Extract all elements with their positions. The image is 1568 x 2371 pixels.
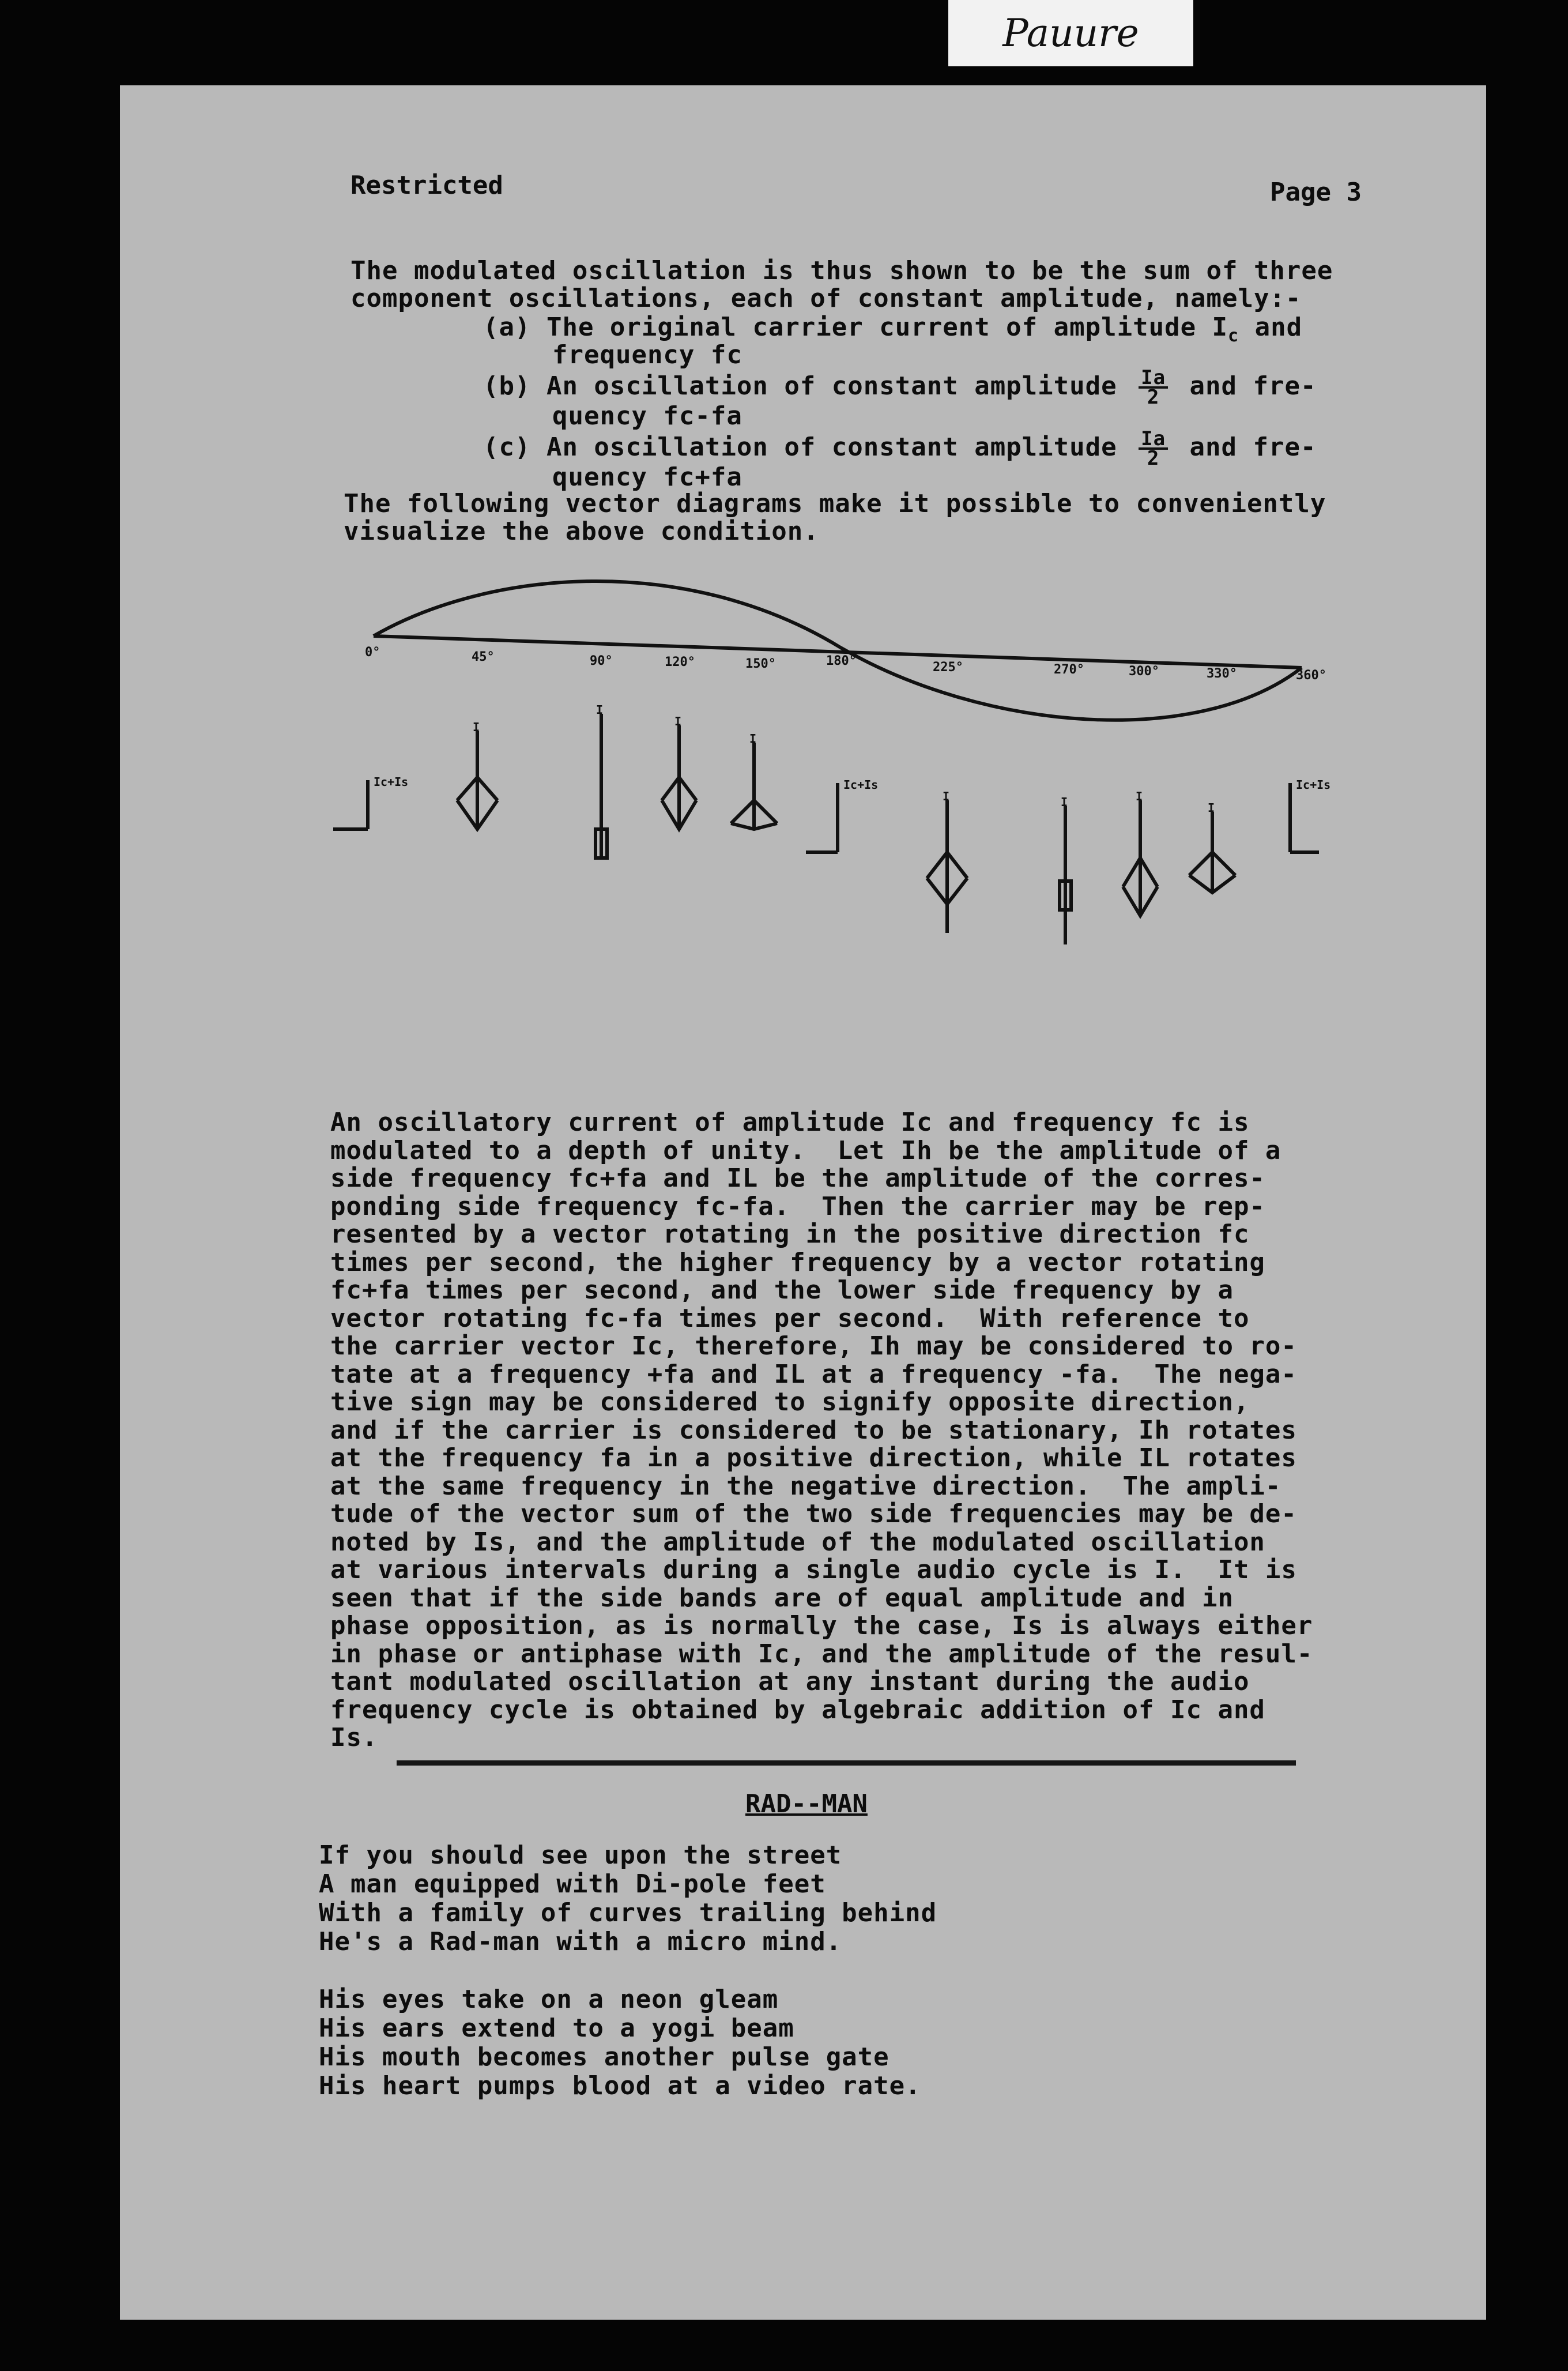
- body-line: tive sign may be considered to signify opposite direction,: [330, 1387, 1250, 1417]
- body-line: tant modulated oscillation at any instant during the audio: [330, 1667, 1250, 1696]
- tag-label: Pauure: [1002, 11, 1139, 55]
- body-line: at the frequency fa in a positive direction, while IL rotates: [330, 1443, 1297, 1473]
- phasor-sum-label: Ic+Is: [374, 775, 409, 789]
- poem-line: If you should see upon the street: [319, 1841, 842, 1870]
- intro-closing-line: The following vector diagrams make it possible to conveniently: [344, 489, 1326, 518]
- phasor-label: I: [1208, 801, 1215, 815]
- body-line: at various intervals during a single audio cycle is I. It is: [330, 1555, 1297, 1585]
- vector-diagram: [120, 558, 1486, 1089]
- body-line: times per second, the higher frequency by a vector rotating: [330, 1247, 1265, 1277]
- list-item-b: (b) An oscillation of constant amplitude $\frac{Ia}{2}$ and fre-: [483, 366, 1317, 409]
- body-line: phase opposition, as is normally the case, Is is always either: [330, 1611, 1313, 1640]
- angle-label: 300°: [1129, 664, 1159, 679]
- body-line: at the same frequency in the negative direction. The ampli-: [330, 1471, 1281, 1501]
- phasor-sum-label: Ic+Is: [1296, 778, 1331, 792]
- list-item-b-cont: quency fc-fa: [552, 401, 742, 431]
- intro-paragraph: [350, 257, 1333, 313]
- poem-line: His eyes take on a neon gleam: [319, 1985, 779, 2014]
- body-line: in phase or antiphase with Ic, and the amplitude of the resul-: [330, 1639, 1313, 1669]
- poem-line: He's a Rad-man with a micro mind.: [319, 1927, 842, 1956]
- body-line: and if the carrier is considered to be stationary, Ih rotates: [330, 1415, 1297, 1445]
- body-line: the carrier vector Ic, therefore, Ih may be considered to ro-: [330, 1331, 1297, 1361]
- phasor-90: [595, 714, 607, 858]
- poem-line: His heart pumps blood at a video rate.: [319, 2071, 921, 2101]
- phasor-360: [1290, 783, 1319, 852]
- body-line: vector rotating fc-fa times per second. With reference to: [330, 1303, 1250, 1333]
- body-line: modulated to a depth of unity. Let Ih be the amplitude of a: [330, 1135, 1281, 1165]
- angle-label: 330°: [1207, 667, 1237, 681]
- poem-title: RAD--MAN: [745, 1789, 868, 1819]
- list-item-c: (c) An oscillation of constant amplitude $\frac{Ia}{2}$ and fre-: [483, 427, 1317, 470]
- angle-label: 120°: [665, 655, 695, 669]
- angle-label: 180°: [826, 654, 857, 668]
- intro-line: component oscillations, each of constant amplitude, namely:-: [350, 284, 1302, 313]
- phasor-label: I: [674, 714, 682, 728]
- list-item-a: (a) The original carrier current of amplitude $I_c$ and: [483, 313, 1303, 346]
- phasor-120: [662, 725, 696, 829]
- angle-label: 360°: [1296, 668, 1326, 683]
- phasor-label: I: [1136, 789, 1143, 803]
- phasor-label: I: [1061, 795, 1068, 809]
- poem-line: With a family of curves trailing behind: [319, 1898, 937, 1928]
- intro-closing-line: visualize the above condition.: [344, 517, 819, 546]
- body-line: An oscillatory current of amplitude Ic and frequency fc is: [330, 1108, 1250, 1137]
- diagram-intro: [344, 490, 1326, 545]
- poem-line: His mouth becomes another pulse gate: [319, 2042, 889, 2072]
- body-line: tate at a frequency +fa and IL at a frequency -fa. The nega-: [330, 1359, 1297, 1389]
- phasor-label: I: [749, 732, 757, 746]
- page-number: Page 3: [1270, 178, 1362, 207]
- phasor-330: [1189, 812, 1235, 893]
- fraction: $\frac{Ia}{2}$: [1139, 430, 1168, 467]
- body-line: tude of the vector sum of the two side frequencies may be de-: [330, 1499, 1297, 1529]
- body-line: seen that if the side bands are of equal amplitude and in: [330, 1583, 1234, 1613]
- list-item-a-cont: frequency fc: [552, 340, 742, 370]
- angle-label: 270°: [1054, 663, 1084, 677]
- list-item-c-cont: quency fc+fa: [552, 462, 742, 492]
- body-line: ponding side frequency fc-fa. Then the carrier may be rep-: [330, 1191, 1265, 1221]
- angle-label: 0°: [365, 645, 380, 660]
- angle-label: 150°: [745, 657, 776, 671]
- phasor-0: [333, 780, 368, 829]
- fraction: $\frac{Ia}{2}$: [1139, 369, 1168, 406]
- phasor-label: I: [473, 720, 480, 734]
- section-divider: [397, 1760, 1296, 1766]
- phasor-45: [457, 731, 497, 829]
- poem-stanza: [319, 1841, 937, 1956]
- body-line: side frequency fc+fa and IL be the amplitude of the corres-: [330, 1164, 1265, 1193]
- phasor-label: I: [596, 703, 604, 717]
- body-line: noted by Is, and the amplitude of the modulated oscillation: [330, 1527, 1265, 1557]
- intro-line: The modulated oscillation is thus shown to be the sum of three: [350, 256, 1333, 285]
- angle-label: 225°: [933, 660, 963, 675]
- phasor-label: I: [943, 789, 950, 803]
- angle-label: 90°: [590, 654, 613, 668]
- body-line: frequency cycle is obtained by algebraic addition of Ic and: [330, 1695, 1265, 1725]
- poem-stanza: [319, 1985, 937, 2101]
- phasor-300: [1123, 800, 1158, 916]
- body-line: Is.: [330, 1723, 378, 1752]
- poem-line: A man equipped with Di-pole feet: [319, 1869, 826, 1899]
- poem-line: His ears extend to a yogi beam: [319, 2014, 794, 2043]
- poem: [319, 1841, 937, 2129]
- body-line: fc+fa times per second, and the lower side frequency by a: [330, 1275, 1234, 1305]
- phasor-270: [1060, 806, 1071, 944]
- phasor-sum-label: Ic+Is: [843, 778, 879, 792]
- phasor-225: [927, 800, 967, 933]
- document-page: [120, 85, 1486, 2320]
- body-line: resented by a vector rotating in the positive direction fc: [330, 1220, 1250, 1249]
- phasor-180: [806, 783, 838, 852]
- body-paragraph: [330, 1109, 1313, 1752]
- angle-label: 45°: [472, 650, 495, 664]
- handwritten-tag: [948, 0, 1193, 66]
- phasor-150: [731, 743, 777, 829]
- classification-label: Restricted: [350, 171, 503, 200]
